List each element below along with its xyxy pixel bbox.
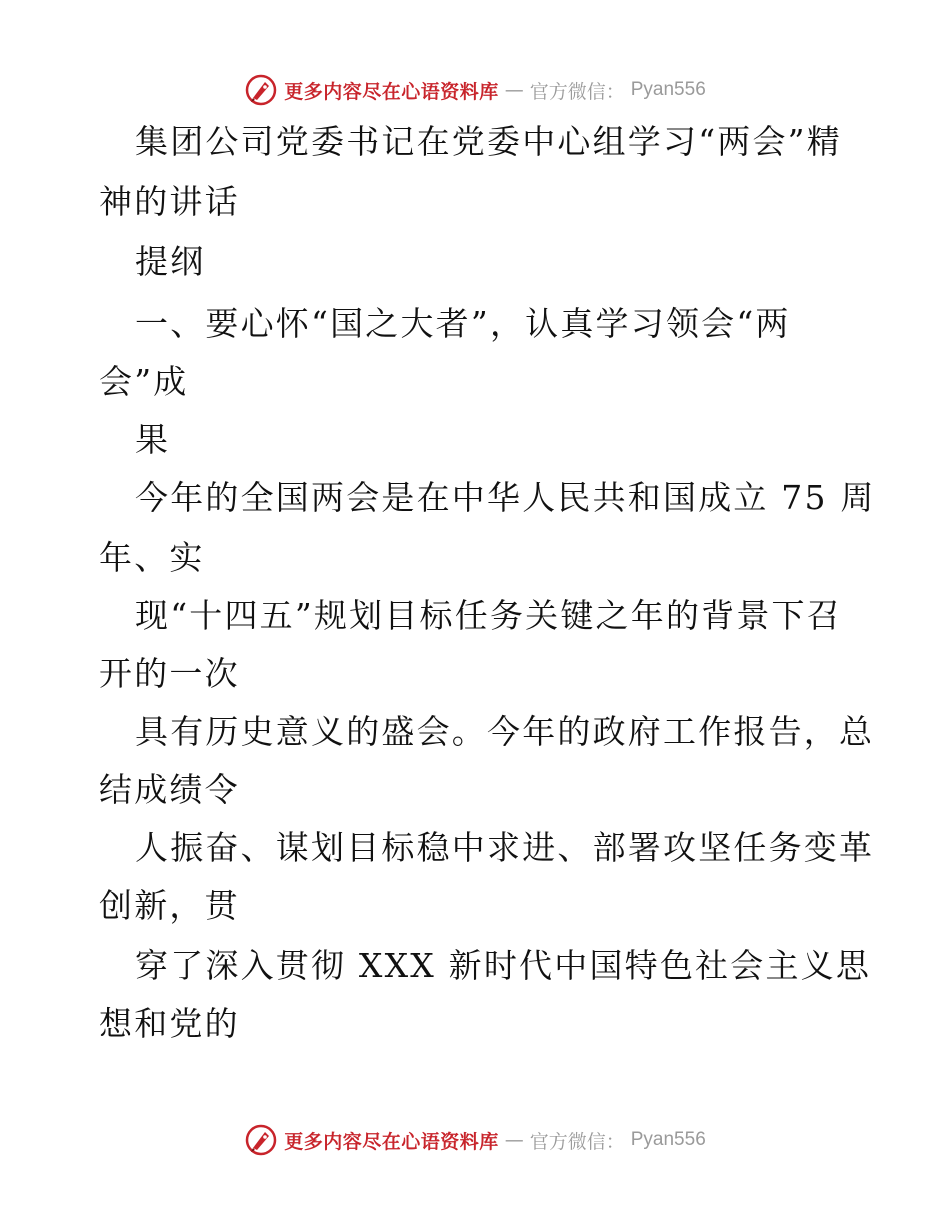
header-banner (0, 70, 950, 110)
paragraph-line: 年、实 (99, 538, 205, 577)
wechat-id: Pyan556 (630, 1129, 706, 1150)
footer-banner (0, 1120, 950, 1160)
paragraph-line: 现“十四五”规划目标任务关键之年的背景下召 (135, 596, 842, 635)
paragraph-line: 人振奋、谋划目标稳中求进、部署攻坚任务变革 (135, 828, 875, 867)
wechat-label: 官方微信： (529, 80, 625, 103)
paragraph-line: 开的一次 (99, 654, 240, 693)
site-name-text: 更多内容尽在心语资料库 (284, 1130, 499, 1153)
paragraph-line: 今年的全国两会是在中华人民共和国成立 75 周 (135, 478, 876, 517)
banner-separator: — (504, 79, 524, 101)
title-line-2: 神的讲话 (99, 182, 240, 221)
section-heading-line-3: 果 (135, 420, 171, 459)
paragraph-line: 结成绩令 (99, 770, 240, 809)
title-line-1: 集团公司党委书记在党委中心组学习“两会”精 (135, 122, 842, 161)
quill-logo-icon (244, 73, 278, 107)
wechat-id: Pyan556 (630, 79, 706, 100)
paragraph-line: 创新，贯 (99, 886, 240, 925)
quill-logo-icon (244, 1123, 278, 1157)
section-heading-line-2: 会”成 (99, 362, 189, 401)
site-name-text: 更多内容尽在心语资料库 (284, 80, 499, 103)
outline-heading: 提纲 (135, 242, 206, 281)
banner-separator: — (504, 1129, 524, 1151)
paragraph-line: 具有历史意义的盛会。今年的政府工作报告，总 (135, 712, 875, 751)
section-heading-line-1: 一、要心怀“国之大者”，认真学习领会“两 (135, 304, 791, 343)
paragraph-line: 想和党的 (99, 1004, 240, 1043)
wechat-label: 官方微信： (529, 1130, 625, 1153)
paragraph-line: 穿了深入贯彻 XXX 新时代中国特色社会主义思 (135, 946, 872, 985)
